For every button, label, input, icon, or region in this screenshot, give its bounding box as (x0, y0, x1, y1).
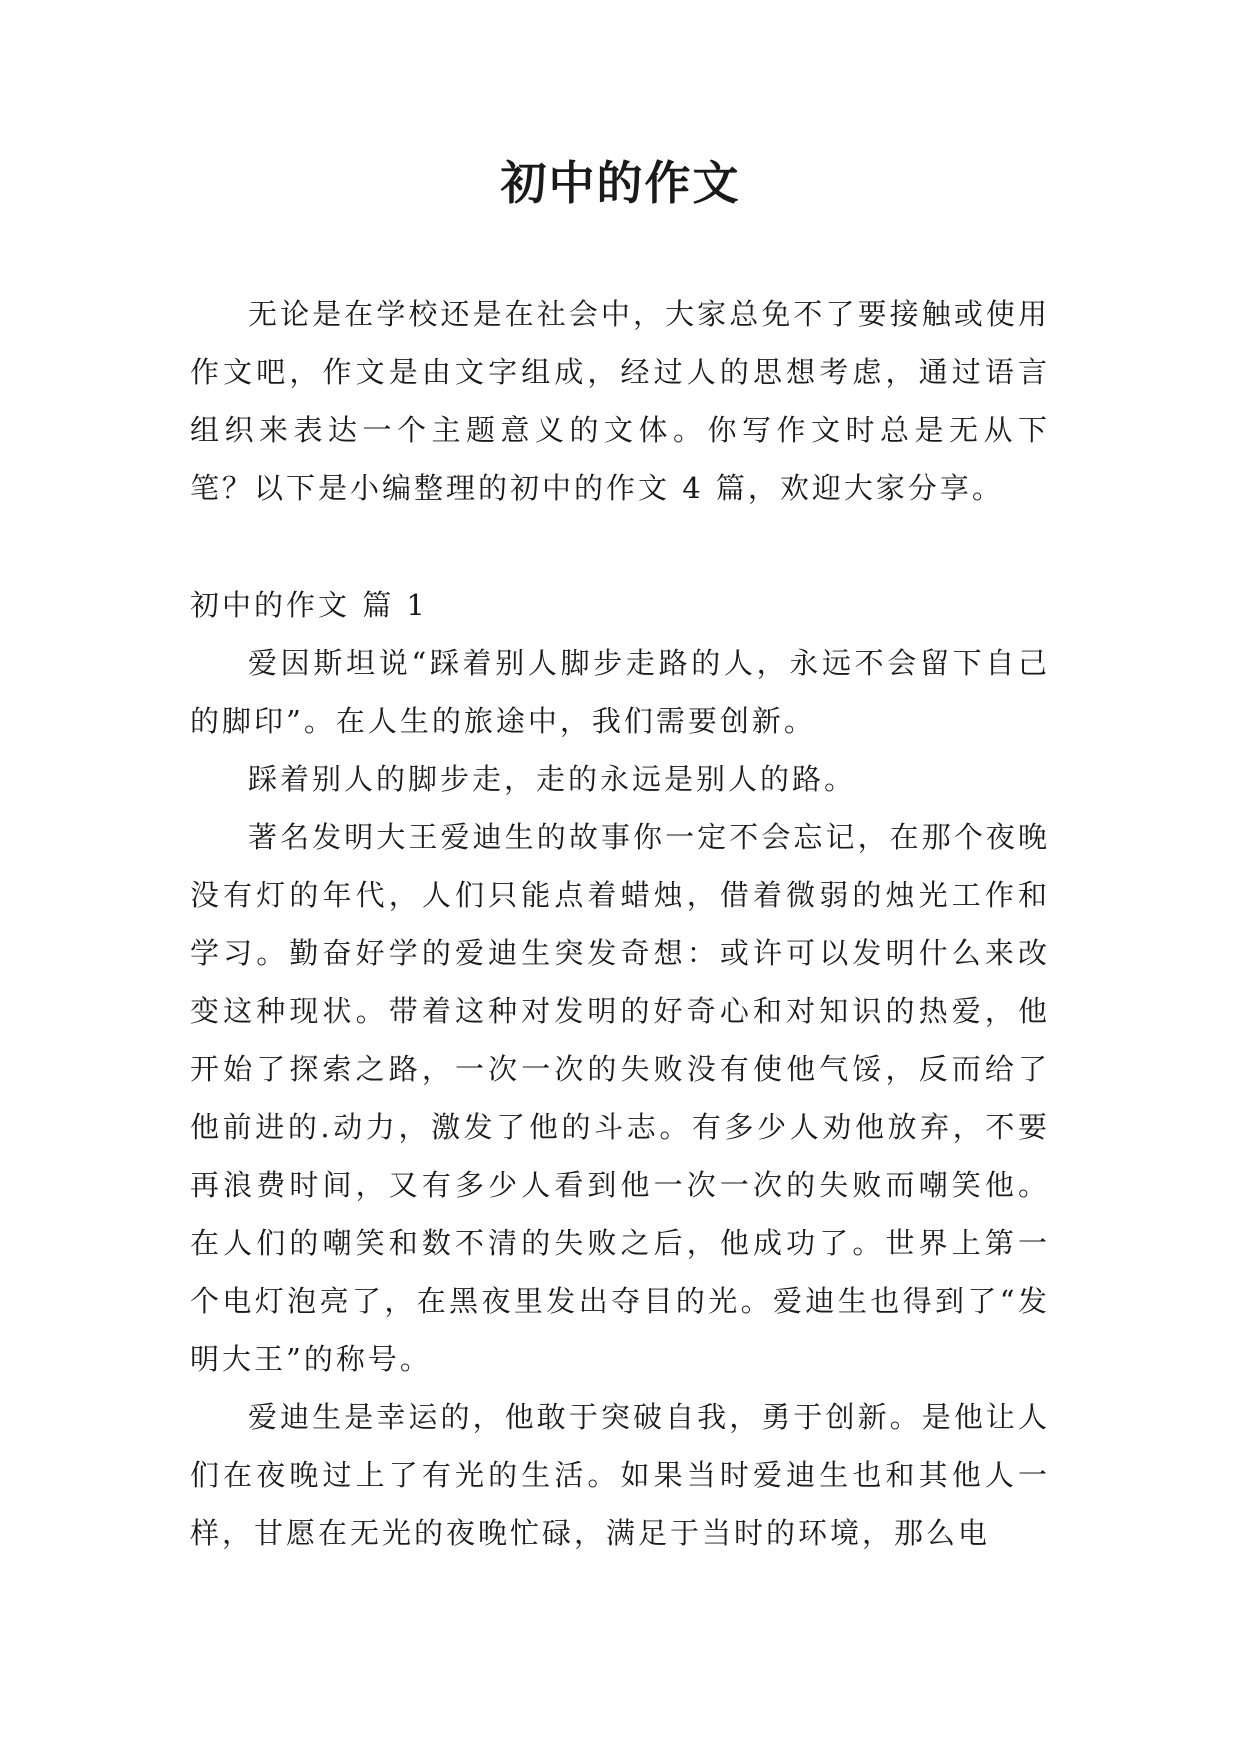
intro-paragraph: 无论是在学校还是在社会中，大家总免不了要接触或使用作文吧，作文是由文字组成，经过人的思想考虑，通过语言组织来表达一个主题意义的文体。你写作文时总是无从下笔？以下是小编整理的初中的作文 4 篇，欢迎大家分享。 (190, 297, 1050, 505)
intro-section (190, 285, 1050, 517)
section-heading: 初中的作文 篇 1 (190, 588, 428, 622)
body-paragraph: 爱因斯坦说“踩着别人脚步走路的人，永远不会留下自己的脚印”。在人生的旅途中，我们需要创新。 (190, 646, 1050, 738)
section-body (190, 634, 1050, 1562)
body-paragraph: 爱迪生是幸运的，他敢于突破自我，勇于创新。是他让人们在夜晚过上了有光的生活。如果当时爱迪生也和其他人一样，甘愿在无光的夜晚忙碌，满足于当时的环境，那么电 (190, 1400, 1050, 1550)
body-paragraph: 著名发明大王爱迪生的故事你一定不会忘记，在那个夜晚没有灯的年代，人们只能点着蜡烛，借着微弱的烛光工作和学习。勤奋好学的爱迪生突发奇想：或许可以发明什么来改变这种现状。带着这种对发明的好奇心和对知识的热爱，他开始了探索之路，一次一次的失败没有使他气馁，反而给了他前进的.动力，激发了他的斗志。有多少人劝他放弃，不要再浪费时间，又有多少人看到他一次一次的失败而嘲笑他。在人们的嘲笑和数不清的失败之后，他成功了。世界上第一个电灯泡亮了，在黑夜里发出夺目的光。爱迪生也得到了“发明大王”的称号。 (190, 820, 1050, 1376)
body-paragraph: 踩着别人的脚步走，走的永远是别人的路。 (248, 762, 857, 796)
page-title: 初中的作文 (500, 156, 741, 210)
